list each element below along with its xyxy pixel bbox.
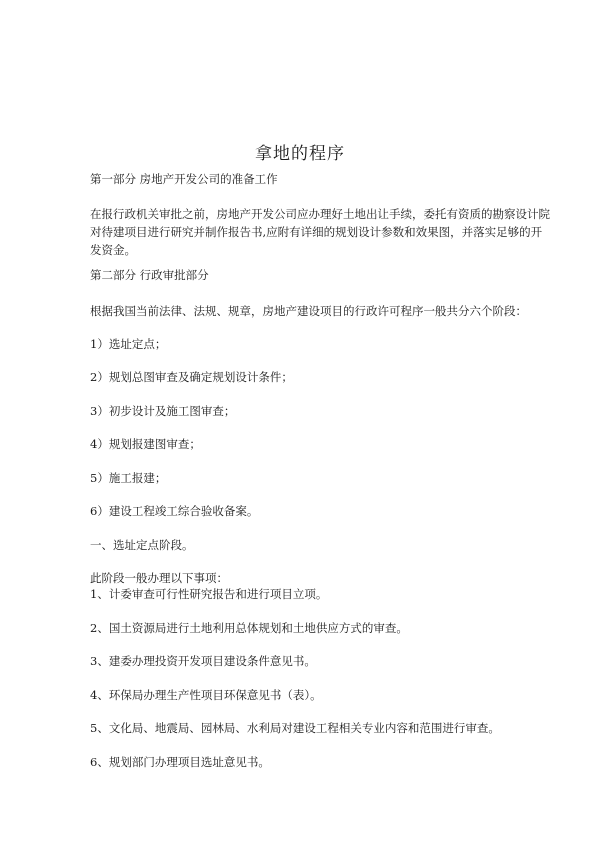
part1-heading: 第一部分 房地产开发公司的准备工作: [90, 172, 278, 186]
part2-heading: 第二部分 行政审批部分: [90, 268, 209, 282]
part1-body: [90, 205, 550, 259]
section1-item: 5、文化局、地震局、园林局、水利局对建设工程相关专业内容和范围进行审查。: [90, 721, 500, 735]
part2-intro: 根据我国当前法律、法规、规章，房地产建设项目的行政许可程序一般共分六个阶段：: [90, 304, 527, 318]
section1-item: 3、建委办理投资开发项目建设条件意见书。: [90, 654, 316, 668]
section1-item: 1、计委审查可行性研究报告和进行项目立项。: [90, 587, 328, 601]
part1-body-line: 发资金。: [90, 243, 136, 257]
section1-item: 4、环保局办理生产性项目环保意见书（表）。: [90, 688, 322, 702]
section1-item: 2、国土资源局进行土地利用总体规划和土地供应方式的审查。: [90, 621, 408, 635]
stage-item: 3）初步设计及施工图审查；: [90, 404, 236, 418]
stage-item: 4）规划报建图审查；: [90, 437, 201, 451]
stage-item: 5）施工报建；: [90, 471, 167, 485]
part1-body-line: 对待建项目进行研究并制作报告书,应附有详细的规划设计参数和效果图，并落实足够的开: [90, 225, 543, 239]
document-title: 拿地的程序: [255, 144, 345, 164]
stage-item: 1）选址定点；: [90, 337, 167, 351]
part1-body-line: 在报行政机关审批之前，房地产开发公司应办理好土地出让手续，委托有资质的勘察设计院: [90, 207, 550, 221]
section1-item: 6、规划部门办理项目选址意见书。: [90, 755, 270, 769]
section1-heading: 一、选址定点阶段。: [90, 538, 194, 552]
stage-item: 6）建设工程竣工综合验收备案。: [90, 504, 259, 518]
section1-intro: 此阶段一般办理以下事项：: [90, 571, 228, 585]
stage-item: 2）规划总图审查及确定规划设计条件；: [90, 370, 293, 384]
